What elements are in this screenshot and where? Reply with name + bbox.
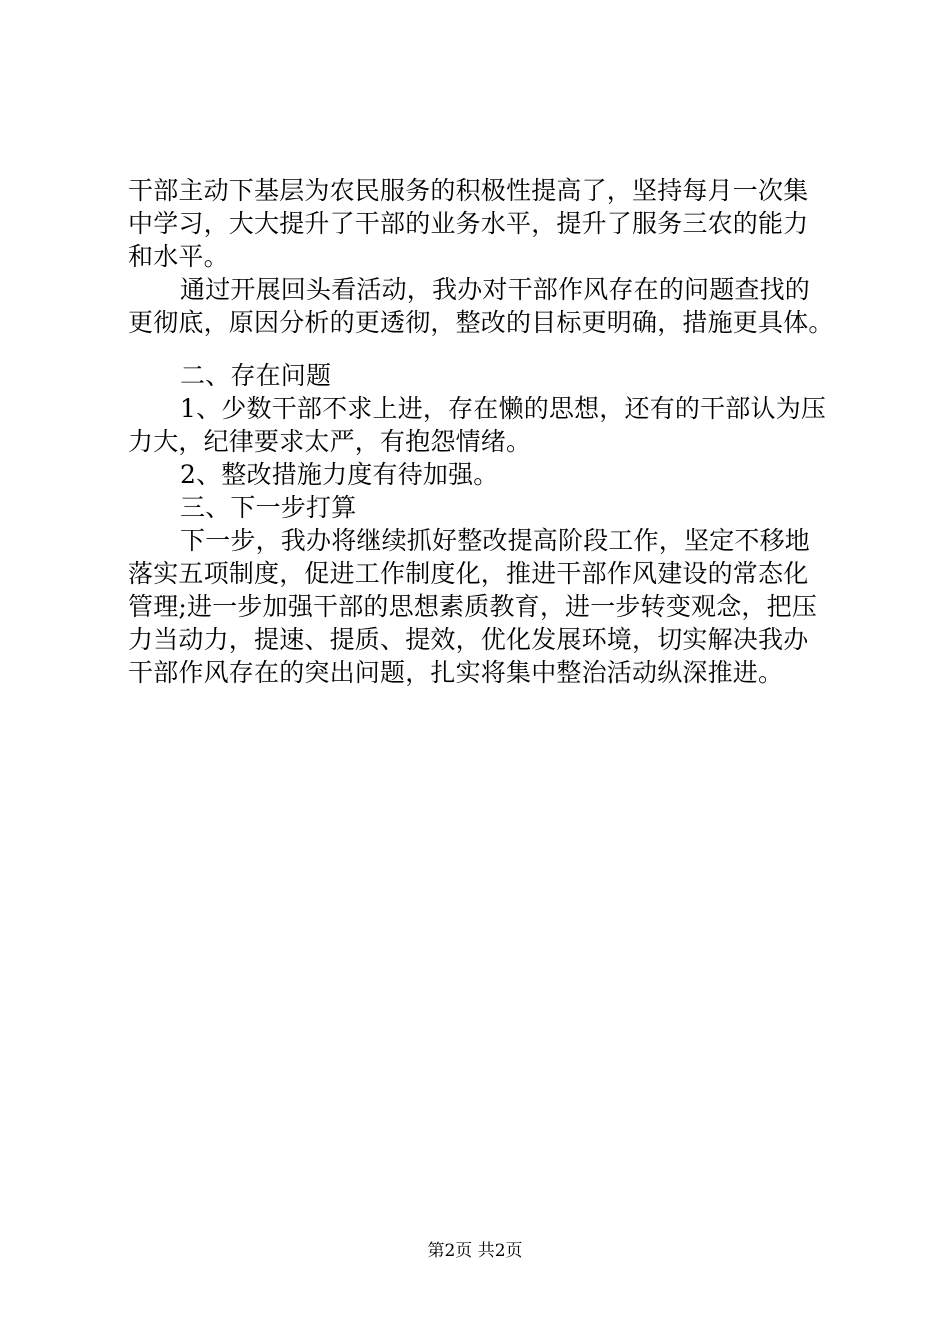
section-heading: 二、存在问题 bbox=[180, 361, 332, 390]
paragraph-line: 干部主动下基层为农民服务的积极性提高了，坚持每月一次集 bbox=[128, 176, 809, 205]
paragraph-line: 落实五项制度，促进工作制度化，推进干部作风建设的常态化 bbox=[128, 559, 809, 588]
section-heading: 三、下一步打算 bbox=[180, 493, 357, 522]
paragraph-line: 力大，纪律要求太严，有抱怨情绪。 bbox=[128, 427, 532, 456]
paragraph-line: 中学习，大大提升了干部的业务水平，提升了服务三农的能力 bbox=[128, 209, 809, 238]
list-item: 2、整改措施力度有待加强。 bbox=[180, 460, 499, 489]
list-item: 1、少数干部不求上进，存在懒的思想，还有的干部认为压 bbox=[180, 394, 827, 423]
paragraph-line: 更彻底，原因分析的更透彻，整改的目标更明确，措施更具体。 bbox=[128, 308, 834, 337]
paragraph-line: 干部作风存在的突出问题，扎实将集中整治活动纵深推进。 bbox=[128, 658, 784, 687]
paragraph-line: 和水平。 bbox=[128, 242, 229, 271]
page-number-footer: 第2页 共2页 bbox=[427, 1241, 523, 1261]
paragraph-line: 管理;进一步加强干部的思想素质教育，进一步转变观念，把压 bbox=[128, 592, 818, 621]
paragraph-line: 力当动力，提速、提质、提效，优化发展环境，切实解决我办 bbox=[128, 625, 809, 654]
paragraph-line: 下一步，我办将继续抓好整改提高阶段工作，坚定不移地 bbox=[180, 526, 811, 555]
paragraph-line: 通过开展回头看活动，我办对干部作风存在的问题查找的 bbox=[180, 275, 811, 304]
